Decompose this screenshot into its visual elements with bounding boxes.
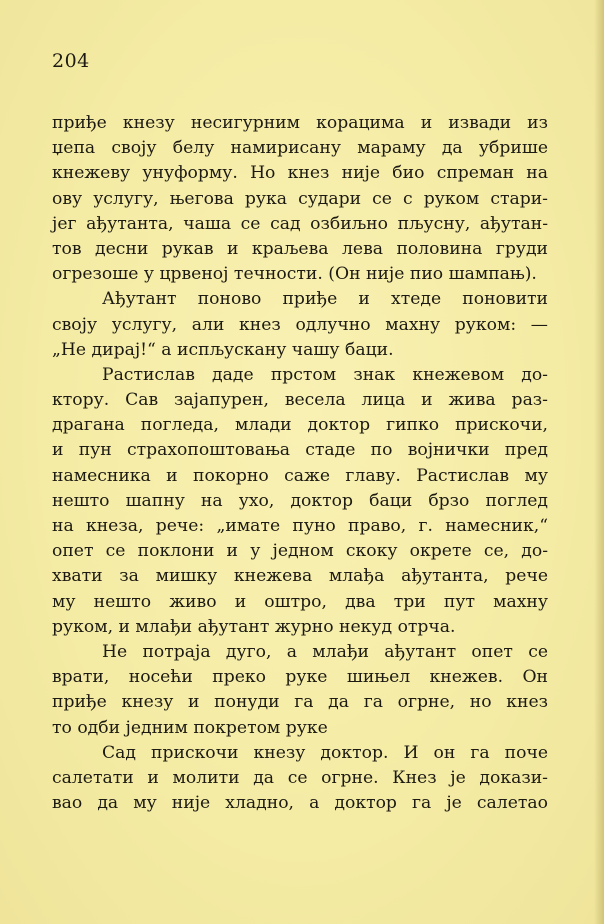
text-line: и пун страхопоштовања стаде по војнички пред — [52, 440, 548, 461]
text-line: тов десни рукав и краљева лева половина груди — [52, 238, 548, 259]
text-line: опет се поклони и у једном скоку окрете се, до- — [52, 541, 548, 562]
text-line: салетати и молити да се огрне. Кнез је докази- — [52, 767, 548, 788]
text-line: Не потраја дуго, а млађи ађутант опет се — [102, 641, 548, 662]
text-line: намесника и покорно саже главу. Растислав му — [52, 465, 548, 486]
body-text — [52, 111, 548, 816]
text-line: Ађутант поново приђе и хтеде поновити — [102, 289, 548, 310]
text-line: ову услугу, његова рука судари се с руком стари- — [52, 188, 548, 209]
text-line: Растислав даде прстом знак кнежевом до- — [102, 364, 548, 385]
text-line: џепа своју белу намирисану мараму да убрише — [52, 138, 548, 159]
text-line: врати, носећи преко руке шињел кнежев. Он — [52, 667, 548, 688]
page-edge-shadow — [594, 0, 604, 924]
text-line: хвати за мишку кнежева млађа ађутанта, рече — [52, 566, 548, 587]
page-number: 204 — [52, 50, 90, 72]
text-line: то одби једним покретом руке — [52, 717, 328, 738]
text-line: му нешто живо и оштро, два три пут махну — [52, 591, 548, 612]
text-line: Сад прискочи кнезу доктор. И он га поче — [102, 742, 548, 763]
text-line: приђе кнезу несигурним корацима и извади из — [52, 113, 548, 133]
text-line: огрезоше у црвеној течности. (Он није пио шампањ). — [52, 264, 537, 285]
text-line: ктору. Сав зајапурен, весела лица и жива раз- — [52, 390, 548, 411]
text-line: на кнеза, рече: „имате пуно право, г. намесник,“ — [52, 516, 548, 536]
text-line: приђе кнезу и понуди га да га огрне, но кнез — [52, 692, 548, 713]
text-line: своју услугу, али кнез одлучно махну руком: — — [52, 314, 548, 335]
text-line: нешто шапну на ухо, доктор баци брзо поглед — [52, 490, 548, 511]
text-line: јег ађутанта, чаша се сад озбиљно пљусну, ађутан- — [52, 213, 548, 234]
text-line: кнежеву унуформу. Но кнез није био спреман на — [52, 163, 548, 184]
text-line: вао да му није хладно, а доктор га је салетао — [52, 793, 548, 814]
text-line: драгана погледа, млади доктор гипко прискочи, — [52, 415, 548, 436]
text-line: руком, и млађи ађутант журно некуд отрча. — [52, 616, 456, 637]
text-line: „Не дирај!“ а испљускану чашу баци. — [52, 339, 394, 360]
